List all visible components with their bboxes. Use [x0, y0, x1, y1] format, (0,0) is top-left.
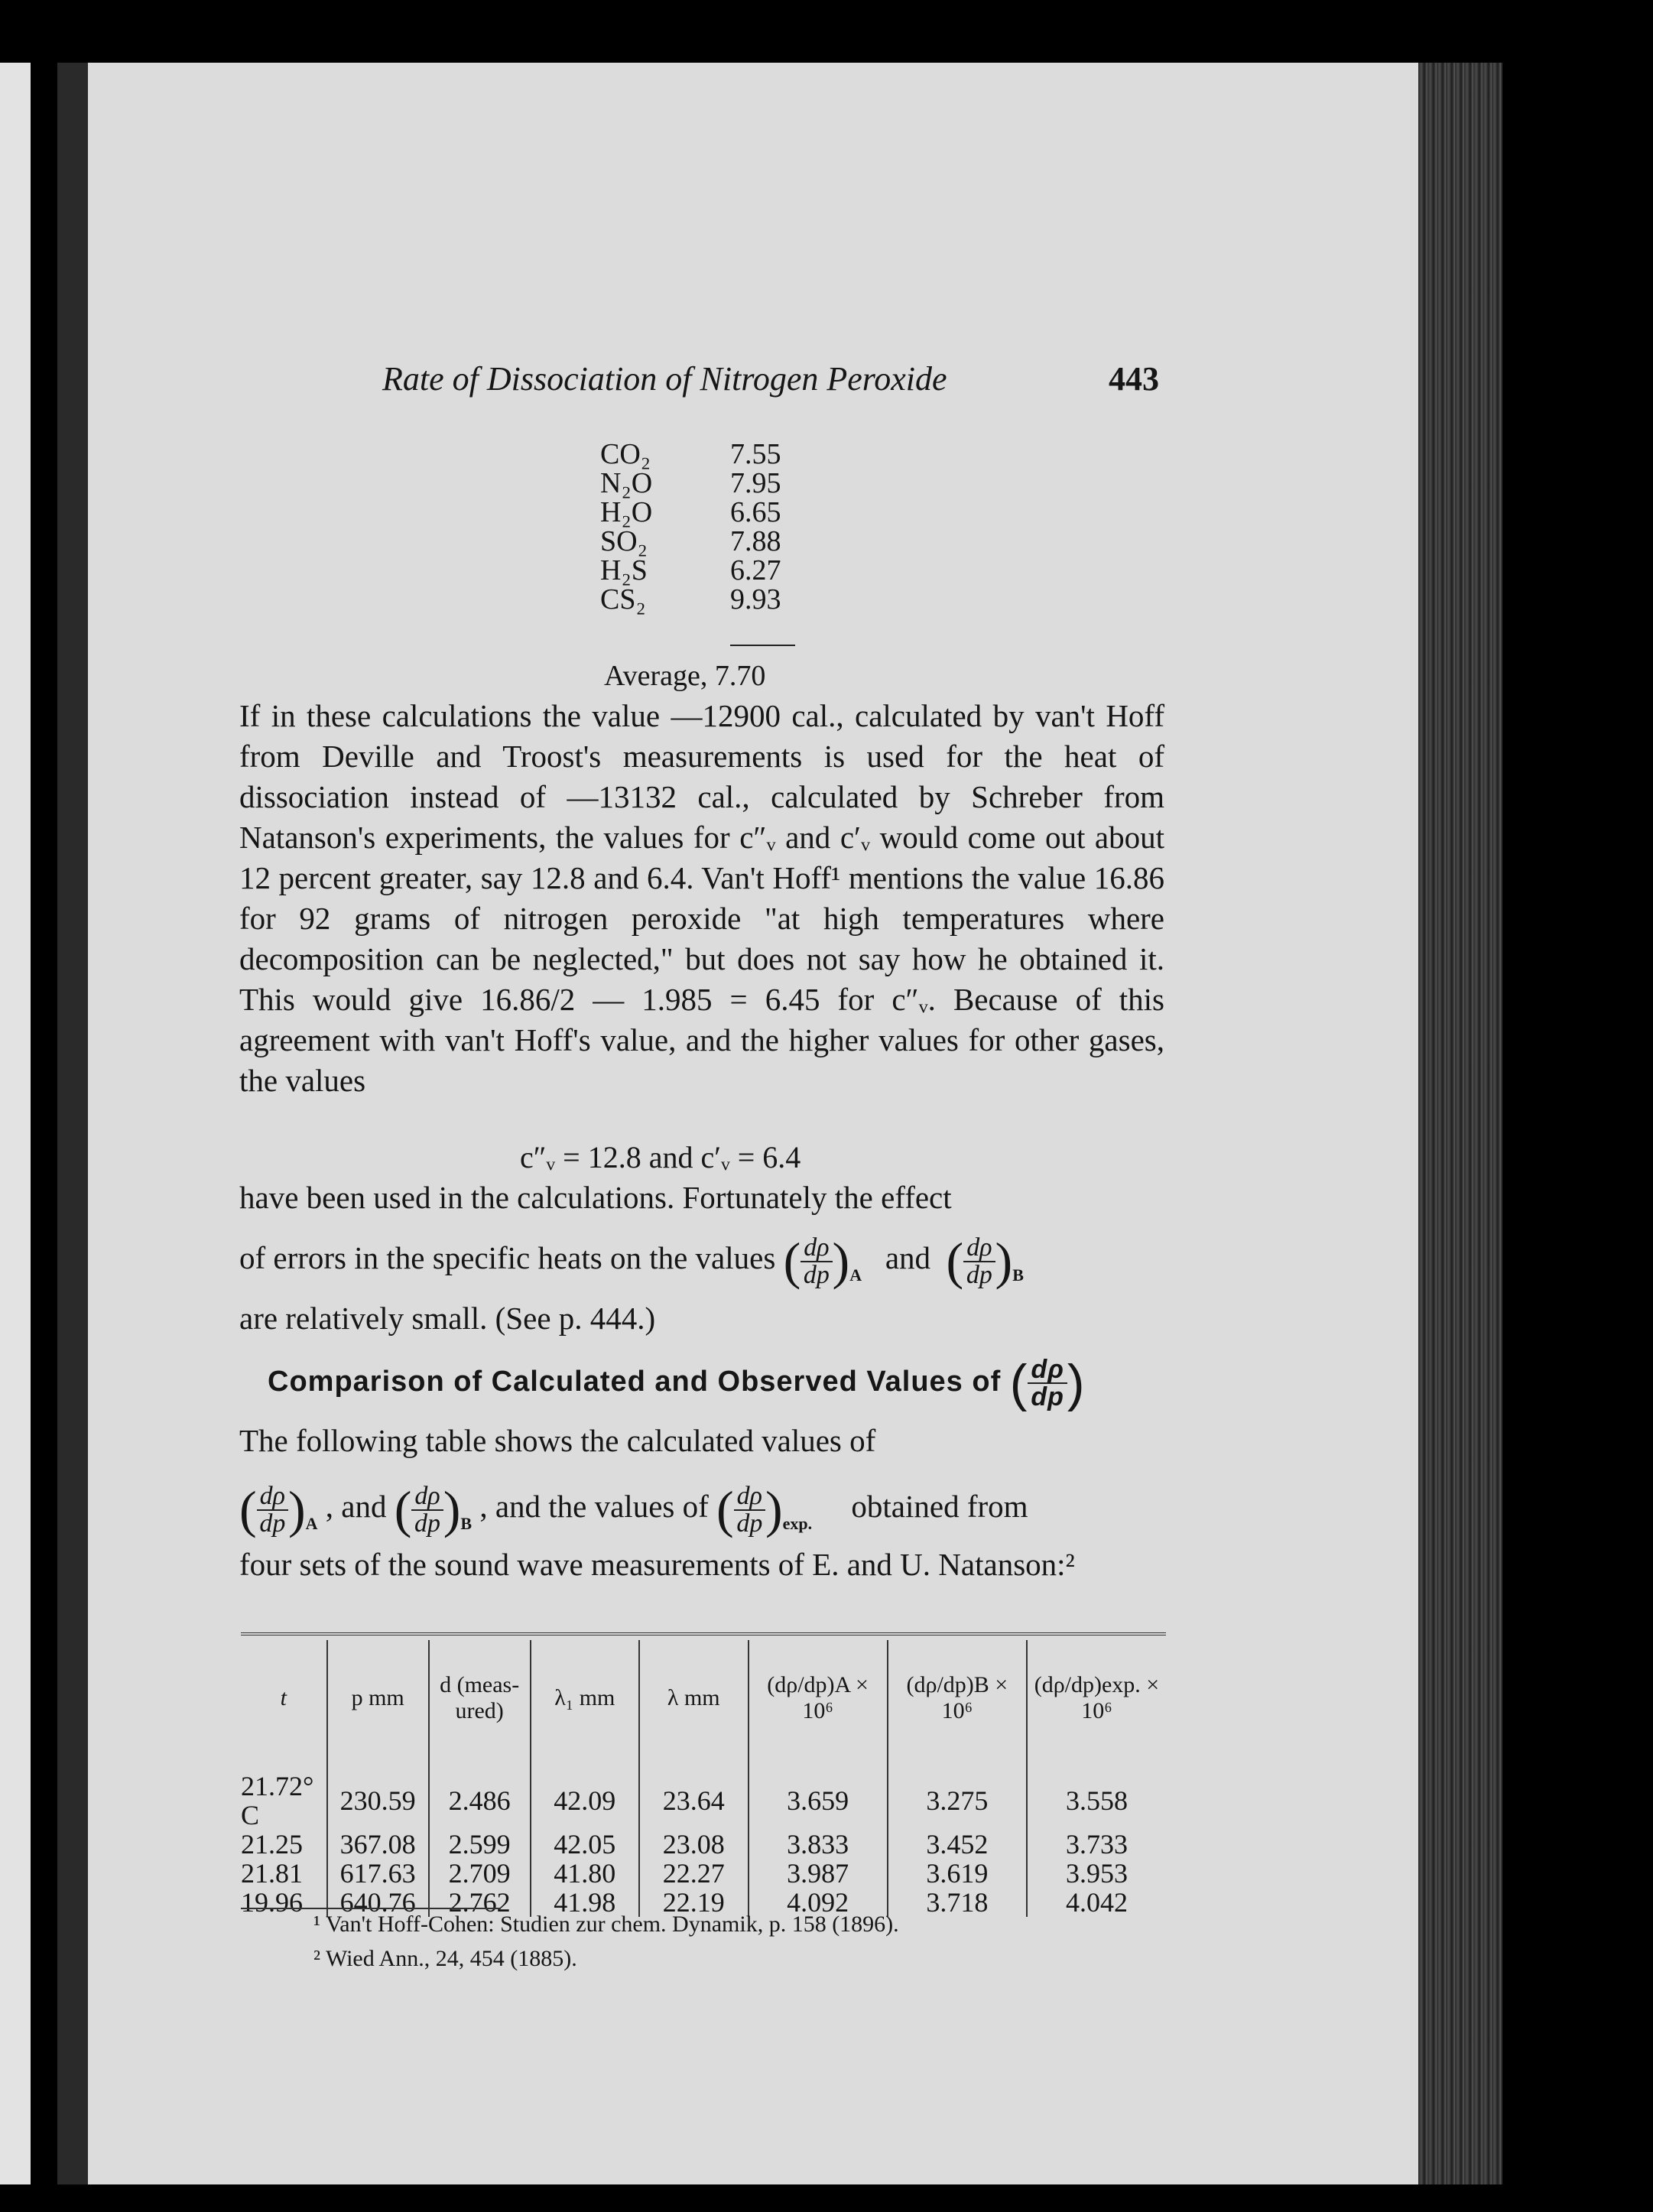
gas-name: CO₂: [600, 438, 651, 470]
gas-name: CS₂: [600, 583, 646, 616]
gas-value: 6.65: [730, 496, 781, 528]
derivative: $\frac{d\rho}{dp}$: [1028, 1356, 1067, 1410]
data-table: [241, 1640, 1166, 1917]
table-row: [241, 1859, 1166, 1888]
cell: 617.63: [327, 1859, 429, 1888]
derivative: $\frac{d\rho}{dp}$: [734, 1483, 765, 1537]
col-header: (dρ/dp)B × 10⁶: [888, 1640, 1027, 1756]
paragraph-3a: The following table shows the calculated values of: [239, 1423, 876, 1458]
gas-name: H₂S: [600, 554, 648, 586]
cell: 4.042: [1027, 1888, 1166, 1917]
and-text: and: [885, 1239, 931, 1275]
gas-value: 7.95: [730, 467, 781, 499]
gas-table: [600, 440, 807, 614]
table-header-row: [241, 1640, 1166, 1756]
table-row: [241, 1830, 1166, 1859]
cell: 22.27: [639, 1859, 748, 1888]
page-number: 443: [1109, 360, 1159, 398]
cell: 230.59: [327, 1756, 429, 1830]
col-header: λ₁ mm: [531, 1640, 639, 1756]
cell: 21.72° C: [241, 1771, 314, 1830]
binding-shadow: [57, 63, 88, 2184]
paragraph-1: If in these calculations the value —12900 cal., calculated by van't Hoff from Deville and Troost's measurements is used for the heat of dissociation instead of —13132 cal., calculated by Schreber from Natanson's experiments, the values for c″ᵥ and c′ᵥ would come out about 12 percent greater, say 12.8 and 6.4. Van't Hoff¹ mentions the value 16.86 for 92 grams of nitrogen peroxide "at high temperatures where decomposition can be neglected," but does not say how he obtained it. This would give 16.86/2 — 1.985 = 6.45 for c″ᵥ. Because of this agreement with van't Hoff's value, and the higher values for other gases, the values: [239, 698, 1164, 1098]
cell: 41.98: [531, 1888, 639, 1917]
cell: 3.619: [888, 1859, 1027, 1888]
cell: 3.733: [1027, 1830, 1166, 1859]
table-top-rule: [241, 1632, 1166, 1635]
gas-row: [600, 440, 807, 469]
errors-line: of errors in the specific heats on the values ( $\frac{d\rho}{dp}$ )$_A$ and ( $\frac{d\rho}{dp}$ )$_B$: [239, 1232, 1024, 1290]
derivative: $\frac{d\rho}{dp}$: [963, 1235, 995, 1288]
cell: 3.558: [1027, 1756, 1166, 1830]
cell: 3.833: [749, 1830, 888, 1859]
gas-row: [600, 469, 807, 498]
col-header: t: [280, 1685, 287, 1710]
gas-value: 9.93: [730, 583, 781, 616]
sum-rule: [730, 645, 795, 646]
cell: 42.09: [531, 1756, 639, 1830]
col-header: (dρ/dp)exp. × 10⁶: [1027, 1640, 1166, 1756]
gas-name: N₂O: [600, 467, 653, 499]
cell: 4.092: [749, 1888, 888, 1917]
gas-row: [600, 585, 807, 614]
page-edges: [1418, 63, 1502, 2184]
cell: 21.81: [241, 1858, 303, 1889]
cell: 3.275: [888, 1756, 1027, 1830]
cell: 23.64: [639, 1756, 748, 1830]
cell: 19.96: [241, 1887, 303, 1918]
gas-row: [600, 527, 807, 556]
cell: 23.08: [639, 1830, 748, 1859]
cell: 3.659: [749, 1756, 888, 1830]
gas-value: 6.27: [730, 554, 781, 586]
derivative: $\frac{d\rho}{dp}$: [411, 1483, 443, 1537]
cell: 21.25: [241, 1829, 303, 1860]
gas-name: H₂O: [600, 496, 653, 528]
gas-value: 7.55: [730, 438, 781, 470]
footnote: ¹ Van't Hoff-Cohen: Studien zur chem. Dynamik, p. 158 (1896).: [313, 1912, 899, 1937]
cell: 367.08: [327, 1830, 429, 1859]
table-row: [241, 1756, 1166, 1830]
gas-name: SO₂: [600, 525, 648, 557]
col-header: d (meas-ured): [429, 1640, 531, 1756]
facing-page-edge: [0, 63, 31, 2184]
derivative: $\frac{d\rho}{dp}$: [257, 1483, 288, 1537]
small-line: are relatively small. (See p. 444.): [239, 1301, 656, 1336]
gas-value: 7.88: [730, 525, 781, 557]
cell: 2.599: [429, 1830, 531, 1859]
col-header: (dρ/dp)A × 10⁶: [749, 1640, 888, 1756]
errors-text: of errors in the specific heats on the values: [239, 1239, 776, 1275]
gas-row: [600, 498, 807, 527]
cell: 2.762: [429, 1888, 531, 1917]
cell: 3.452: [888, 1830, 1027, 1859]
cell: 41.80: [531, 1859, 639, 1888]
paragraph-3c: four sets of the sound wave measurements of E. and U. Natanson:²: [239, 1547, 1075, 1582]
section-heading: Comparison of Calculated and Observed Values of ( $\frac{d\rho}{dp}$ ): [268, 1354, 1086, 1412]
cell: 640.76: [327, 1888, 429, 1917]
cell: 3.987: [749, 1859, 888, 1888]
running-header: Rate of Dissociation of Nitrogen Peroxide: [382, 360, 947, 398]
derivative: $\frac{d\rho}{dp}$: [801, 1235, 832, 1288]
cell: 22.19: [639, 1888, 748, 1917]
cell: 2.709: [429, 1859, 531, 1888]
footnote-rule: [241, 1908, 501, 1909]
center-equation: c″ᵥ = 12.8 and c′ᵥ = 6.4: [520, 1140, 801, 1174]
paragraph-2: have been used in the calculations. Fortunately the effect: [239, 1180, 952, 1215]
col-header: p mm: [327, 1640, 429, 1756]
cell: 42.05: [531, 1830, 639, 1859]
gas-row: [600, 556, 807, 585]
cell: 3.953: [1027, 1859, 1166, 1888]
cell: 3.718: [888, 1888, 1027, 1917]
average: Average, 7.70: [604, 660, 766, 692]
cell: 2.486: [429, 1756, 531, 1830]
col-header: λ mm: [639, 1640, 748, 1756]
paragraph-3b: ( $\frac{d\rho}{dp}$ )$_A$ , and ( $\frac{d\rho}{dp}$ )$_B$ , and the values of ( $\frac{d\rho}{dp}$ )$_{exp.}$ obtained from: [239, 1480, 1028, 1538]
footnote: ² Wied Ann., 24, 454 (1885).: [313, 1946, 577, 1971]
